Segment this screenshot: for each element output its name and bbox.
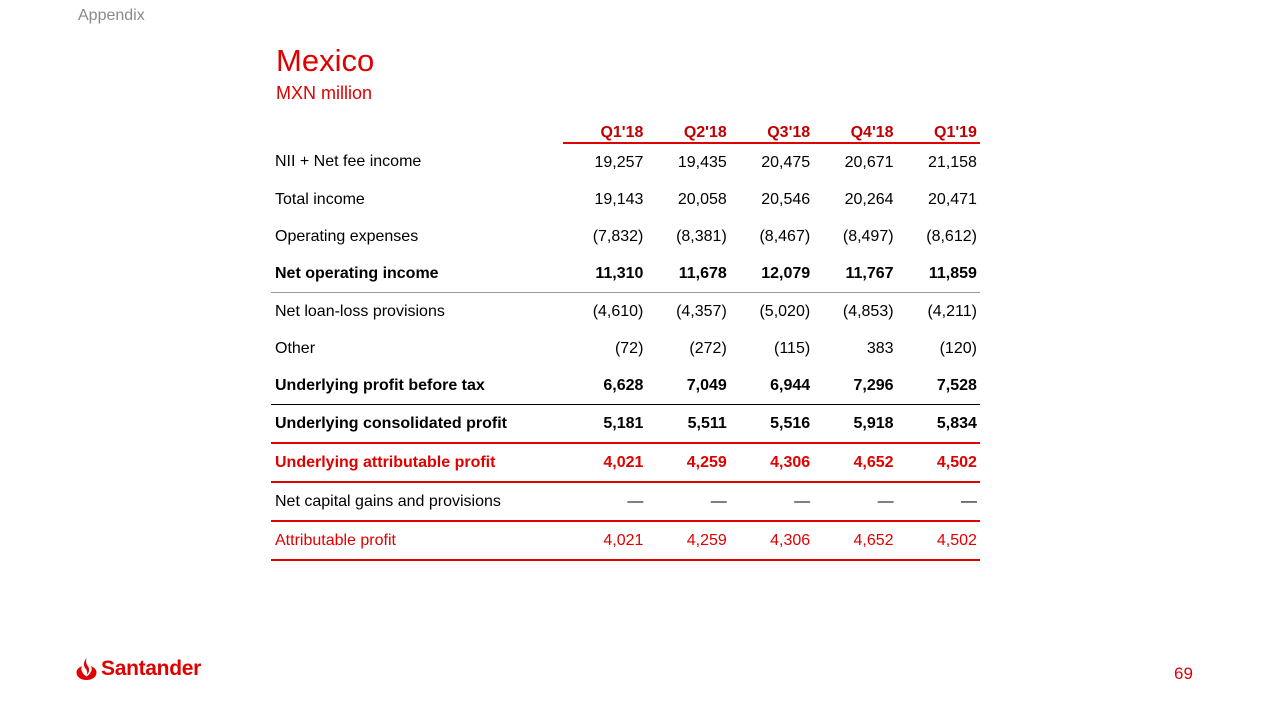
table-row [271, 255, 980, 293]
table-row [271, 330, 980, 367]
table-cell: 4,021 [563, 521, 646, 560]
financial-table [271, 115, 980, 561]
santander-flame-icon [76, 657, 97, 681]
row-label: NII + Net fee income [275, 153, 422, 170]
table-cell: 12,079 [730, 255, 813, 293]
table-cell: 7,296 [813, 367, 896, 405]
table-cell: 20,264 [844, 190, 894, 208]
table-row [271, 443, 980, 482]
column-header: Q4'18 [813, 115, 896, 143]
table-cell: 4,652 [813, 443, 896, 482]
table-row [271, 405, 980, 444]
table-row [271, 181, 980, 218]
column-header: Q2'18 [646, 115, 729, 143]
table-cell: 6,944 [730, 367, 813, 405]
table-cell: — [646, 482, 729, 521]
table-cell: 5,511 [646, 405, 729, 444]
table-cell: — [563, 482, 646, 521]
table-cell: 20,546 [761, 190, 811, 208]
row-label: Total income [275, 190, 365, 208]
row-label: Net operating income [271, 255, 563, 293]
table-cell: 19,143 [594, 190, 644, 208]
table-cell: (272) [689, 339, 727, 357]
table-cell: 5,918 [813, 405, 896, 444]
table-cell: (115) [774, 339, 811, 357]
row-label: Net capital gains and provisions [271, 482, 563, 521]
header-blank-cell [271, 115, 563, 143]
table-cell: 20,058 [677, 190, 727, 208]
table-cell: (8,497) [842, 227, 894, 245]
table-cell: (4,853) [842, 302, 894, 320]
page-title: Mexico [276, 43, 375, 78]
table-cell: (72) [614, 339, 644, 357]
table-cell: 5,834 [897, 405, 980, 444]
table-cell: 11,859 [897, 255, 980, 293]
table-row [271, 521, 980, 560]
row-label: Attributable profit [271, 521, 563, 560]
table-cell: — [813, 482, 896, 521]
table-cell: 4,259 [646, 443, 729, 482]
table-cell: 7,049 [646, 367, 729, 405]
page-subtitle: MXN million [276, 83, 373, 103]
row-label: Underlying attributable profit [271, 443, 563, 482]
row-label: Operating expenses [275, 227, 419, 245]
table-cell: 21,158 [928, 153, 977, 171]
page-number: 69 [1174, 664, 1193, 683]
table-cell: 4,652 [813, 521, 896, 560]
table-cell: (8,612) [926, 227, 977, 245]
table-cell: 19,435 [677, 153, 727, 171]
logo-wordmark: Santander [101, 657, 201, 680]
table-row [271, 367, 980, 405]
table-cell: 5,516 [730, 405, 813, 444]
table-cell: 7,528 [897, 367, 980, 405]
table-row [271, 293, 980, 331]
column-header: Q3'18 [730, 115, 813, 143]
row-label: Underlying consolidated profit [271, 405, 563, 444]
table-cell: 5,181 [563, 405, 646, 444]
table-cell: 383 [866, 339, 894, 357]
table-cell: (8,381) [676, 227, 727, 245]
row-label: Other [275, 339, 316, 357]
santander-logo [76, 657, 201, 681]
table-cell: (4,211) [927, 302, 977, 320]
table-cell: (120) [939, 339, 977, 357]
table-row [271, 218, 980, 255]
table-cell: 4,259 [646, 521, 729, 560]
table-cell: 20,671 [844, 153, 894, 171]
table-cell: (4,610) [592, 302, 644, 320]
table-cell: — [730, 482, 813, 521]
table-header-row [271, 115, 980, 143]
table-cell: 19,257 [594, 153, 644, 171]
table-cell: 20,471 [928, 190, 977, 208]
table-cell: 4,306 [730, 521, 813, 560]
table-cell: 4,502 [897, 521, 980, 560]
table-cell: 11,678 [646, 255, 729, 293]
row-label: Net loan-loss provisions [275, 302, 445, 320]
table-cell: (7,832) [592, 227, 644, 245]
table-cell: 4,021 [563, 443, 646, 482]
table-cell: (4,357) [676, 302, 727, 320]
table-cell: 6,628 [563, 367, 646, 405]
table-cell: (8,467) [759, 227, 811, 245]
table-cell: 4,502 [897, 443, 980, 482]
table-row [271, 482, 980, 521]
table-cell: 4,306 [730, 443, 813, 482]
section-label: Appendix [78, 7, 145, 24]
table-cell: (5,020) [759, 302, 811, 320]
column-header: Q1'18 [563, 115, 646, 143]
table-cell: 11,310 [563, 255, 646, 293]
table-cell: — [897, 482, 980, 521]
table-row [271, 143, 980, 181]
table-cell: 20,475 [761, 153, 811, 171]
row-label: Underlying profit before tax [271, 367, 563, 405]
table-cell: 11,767 [813, 255, 896, 293]
column-header: Q1'19 [897, 115, 980, 143]
